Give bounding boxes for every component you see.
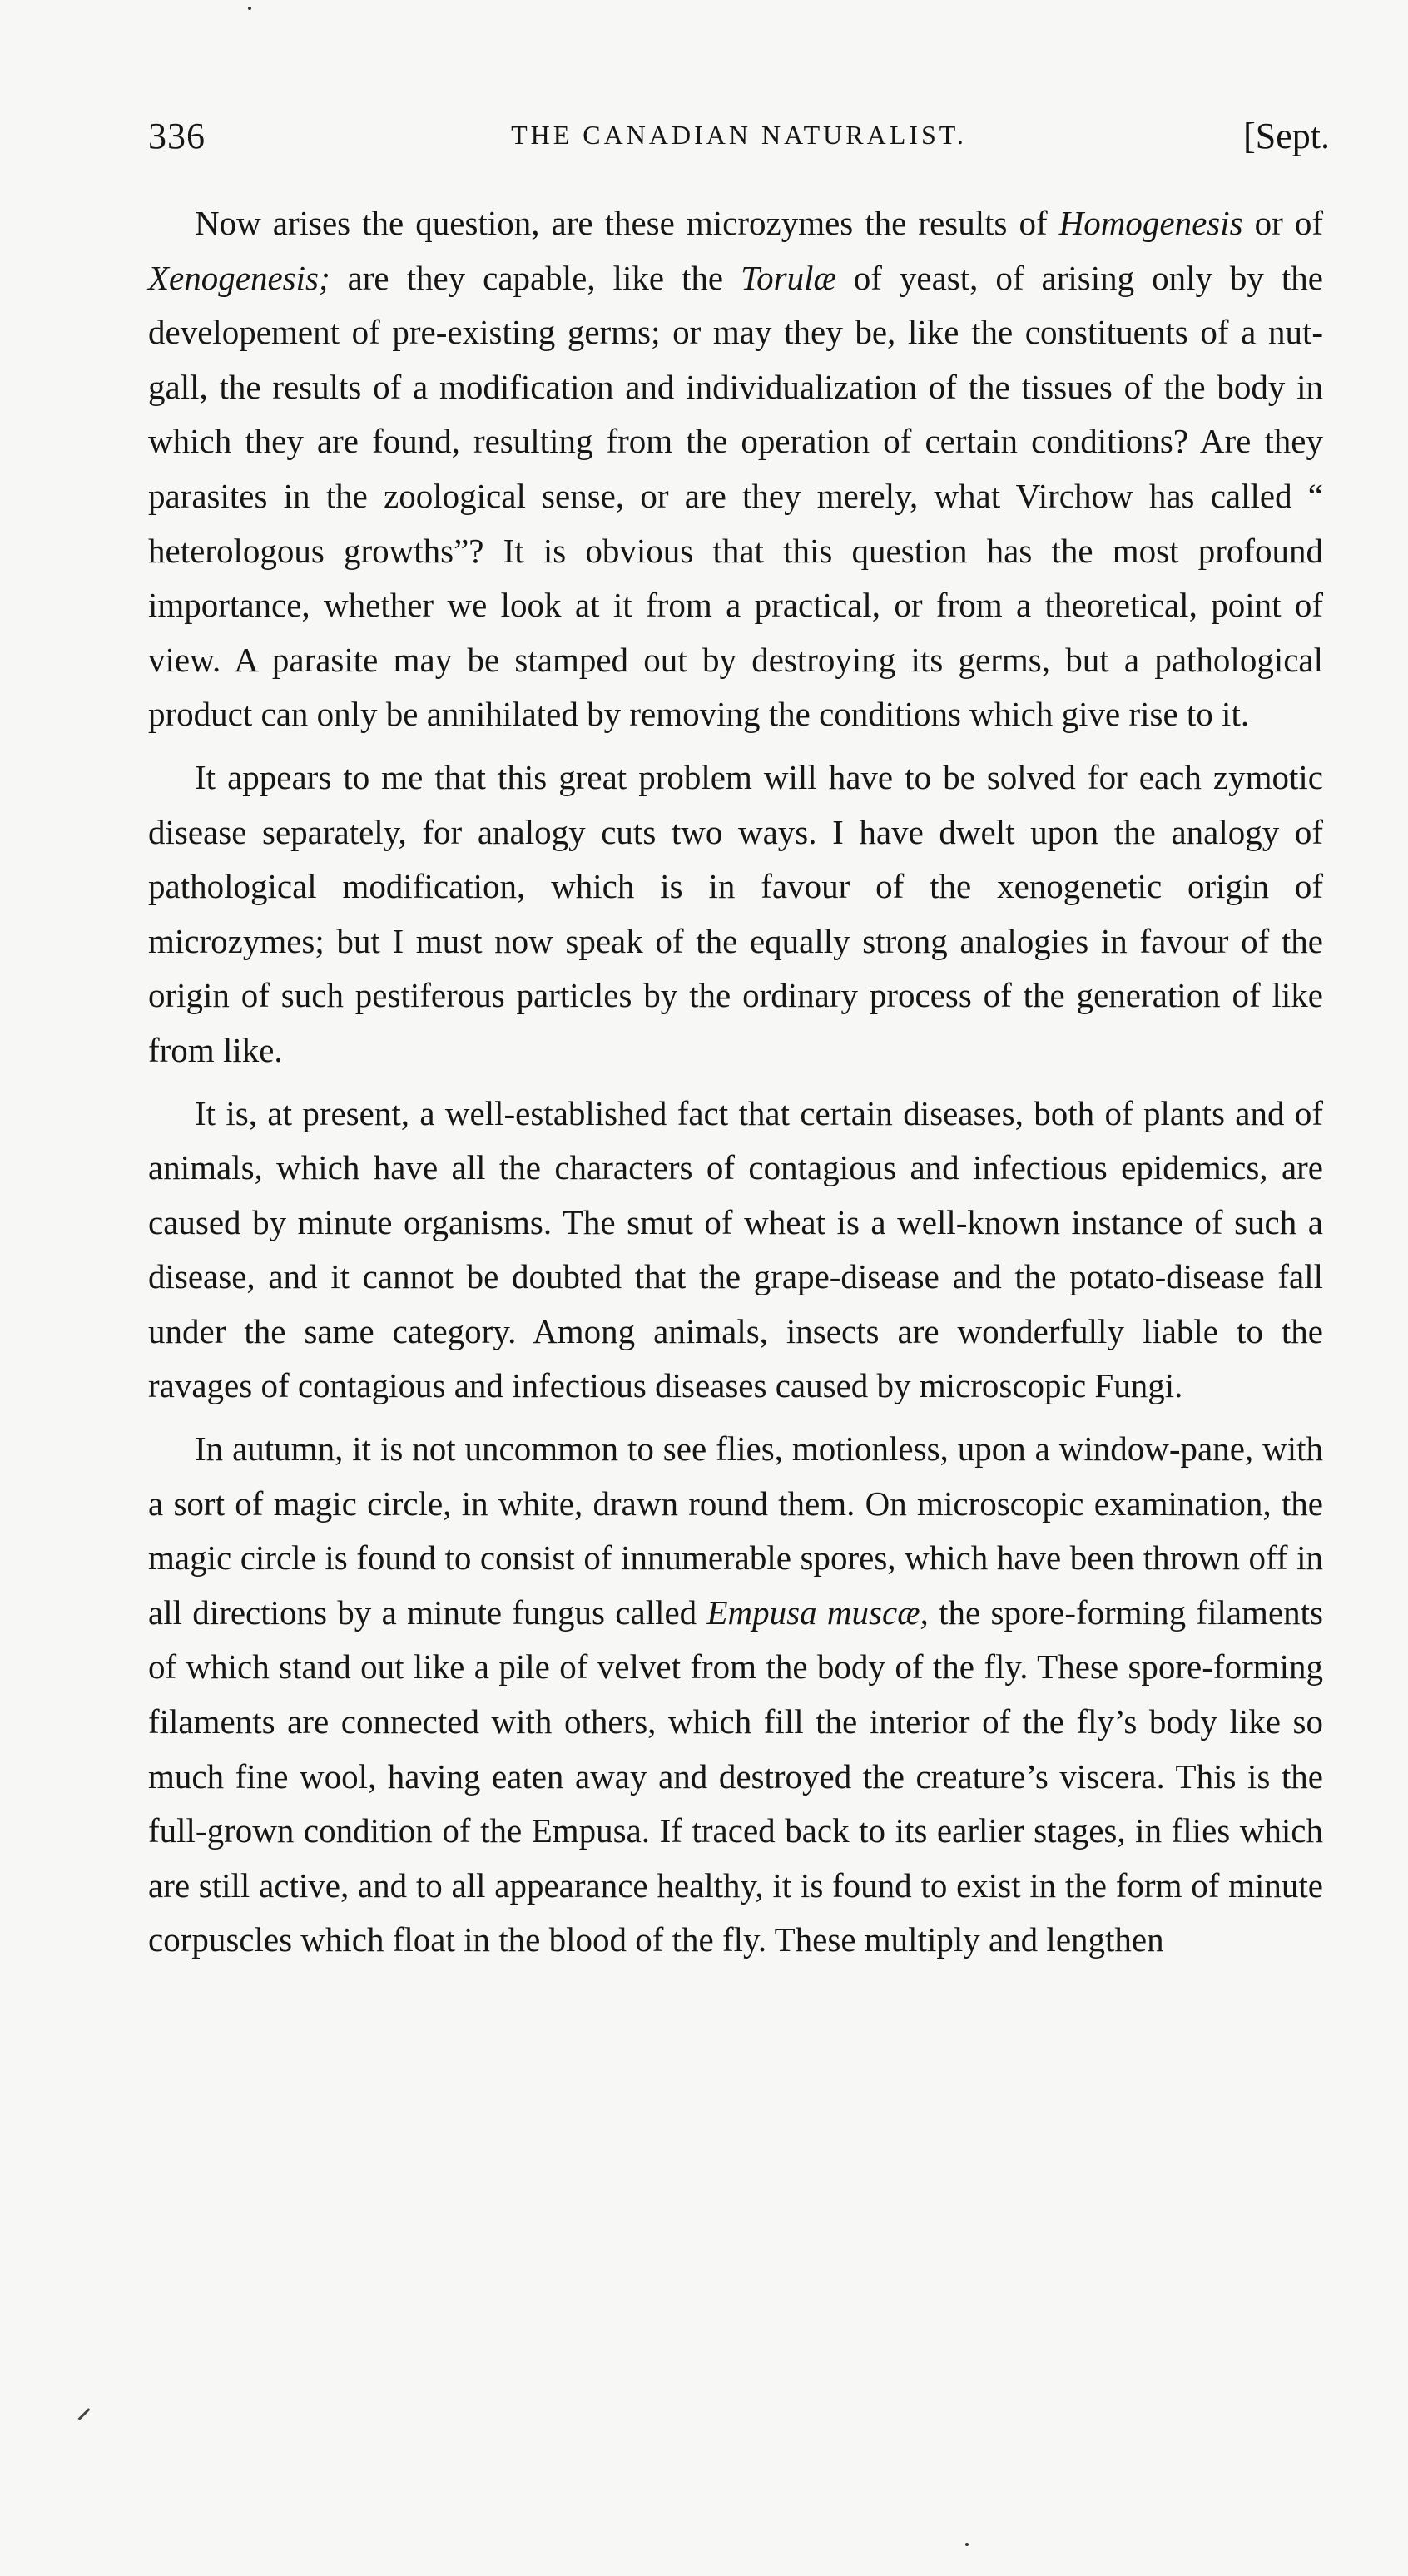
- paragraph-3: It is, at present, a well-established fact that certain diseases, both of plants and of animals, which have all the characters of contagious and infectious epidemics, are caused by minute organisms. The smut of wheat is a well-known instance of such a disease, and it cannot be doubted that the grape-disease and the potato-disease fall under the same category. Among animals, insects are wonderfully liable to the ravages of contagious and infectious diseases caused by microscopic Fungi.: [148, 1093, 1323, 1405]
- ink-speck: [965, 2543, 969, 2546]
- term-empusa-muscae: Empusa muscæ,: [706, 1593, 929, 1632]
- page-number: 336: [148, 116, 206, 156]
- body-text: [148, 196, 1323, 1976]
- running-date: [Sept.: [1243, 116, 1330, 156]
- term-homogenesis: Homogenesis: [1058, 204, 1243, 242]
- ink-speck: [248, 7, 251, 10]
- term-xenogenesis: Xenogenesis;: [148, 258, 330, 297]
- term-torulae: Torulæ: [741, 258, 836, 297]
- paragraph-1: Now arises the question, are these microzymes the results of Homogenesis or of Xenogenesis; are they capable, like the Torulæ of yeast, of arising only by the developement of pre-existing germs; or may they be, like the constituents of a nut-gall, the results of a modification and individualization of the tissues of the body in which they are found, resulting from the operation of certain conditions? Are they parasites in the zoological sense, or are they merely, what Virchow has called “ heterologous growths”? It is obvious that this question has the most profound importance, whether we look at it from a practical, or from a theoretical, point of view. A parasite may be stamped out by destroying its germs, but a pathological product can only be annihilated by removing the conditions which give rise to it.: [148, 204, 1323, 734]
- margin-mark: [78, 2408, 91, 2420]
- page-header: [148, 115, 1330, 165]
- paragraph-2: It appears to me that this great problem will have to be solved for each zymotic disease separately, for analogy cuts two ways. I have dwelt upon the analogy of pathological modification, which is in favour of the xenogenetic origin of microzymes; but I must now speak of the equally strong analogies in favour of the origin of such pestiferous particles by the ordinary process of the generation of like from like.: [148, 757, 1323, 1069]
- paragraph-4: In autumn, it is not uncommon to see flies, motionless, upon a window-pane, with a sort of magic circle, in white, drawn round them. On microscopic examination, the magic circle is found to consist of innumerable spores, which have been thrown off in all directions by a minute fungus called Empusa muscæ, the spore-forming filaments of which stand out like a pile of velvet from the body of the fly. These spore-forming filaments are connected with others, which fill the interior of the fly’s body like so much fine wool, having eaten away and destroyed the creature’s viscera. This is the full-grown condition of the Empusa. If traced back to its earlier stages, in flies which are still active, and to all appearance healthy, it is found to exist in the form of minute corpuscles which float in the blood of the fly. These multiply and lengthen: [148, 1429, 1323, 1959]
- running-title: THE CANADIAN NATURALIST.: [511, 120, 967, 150]
